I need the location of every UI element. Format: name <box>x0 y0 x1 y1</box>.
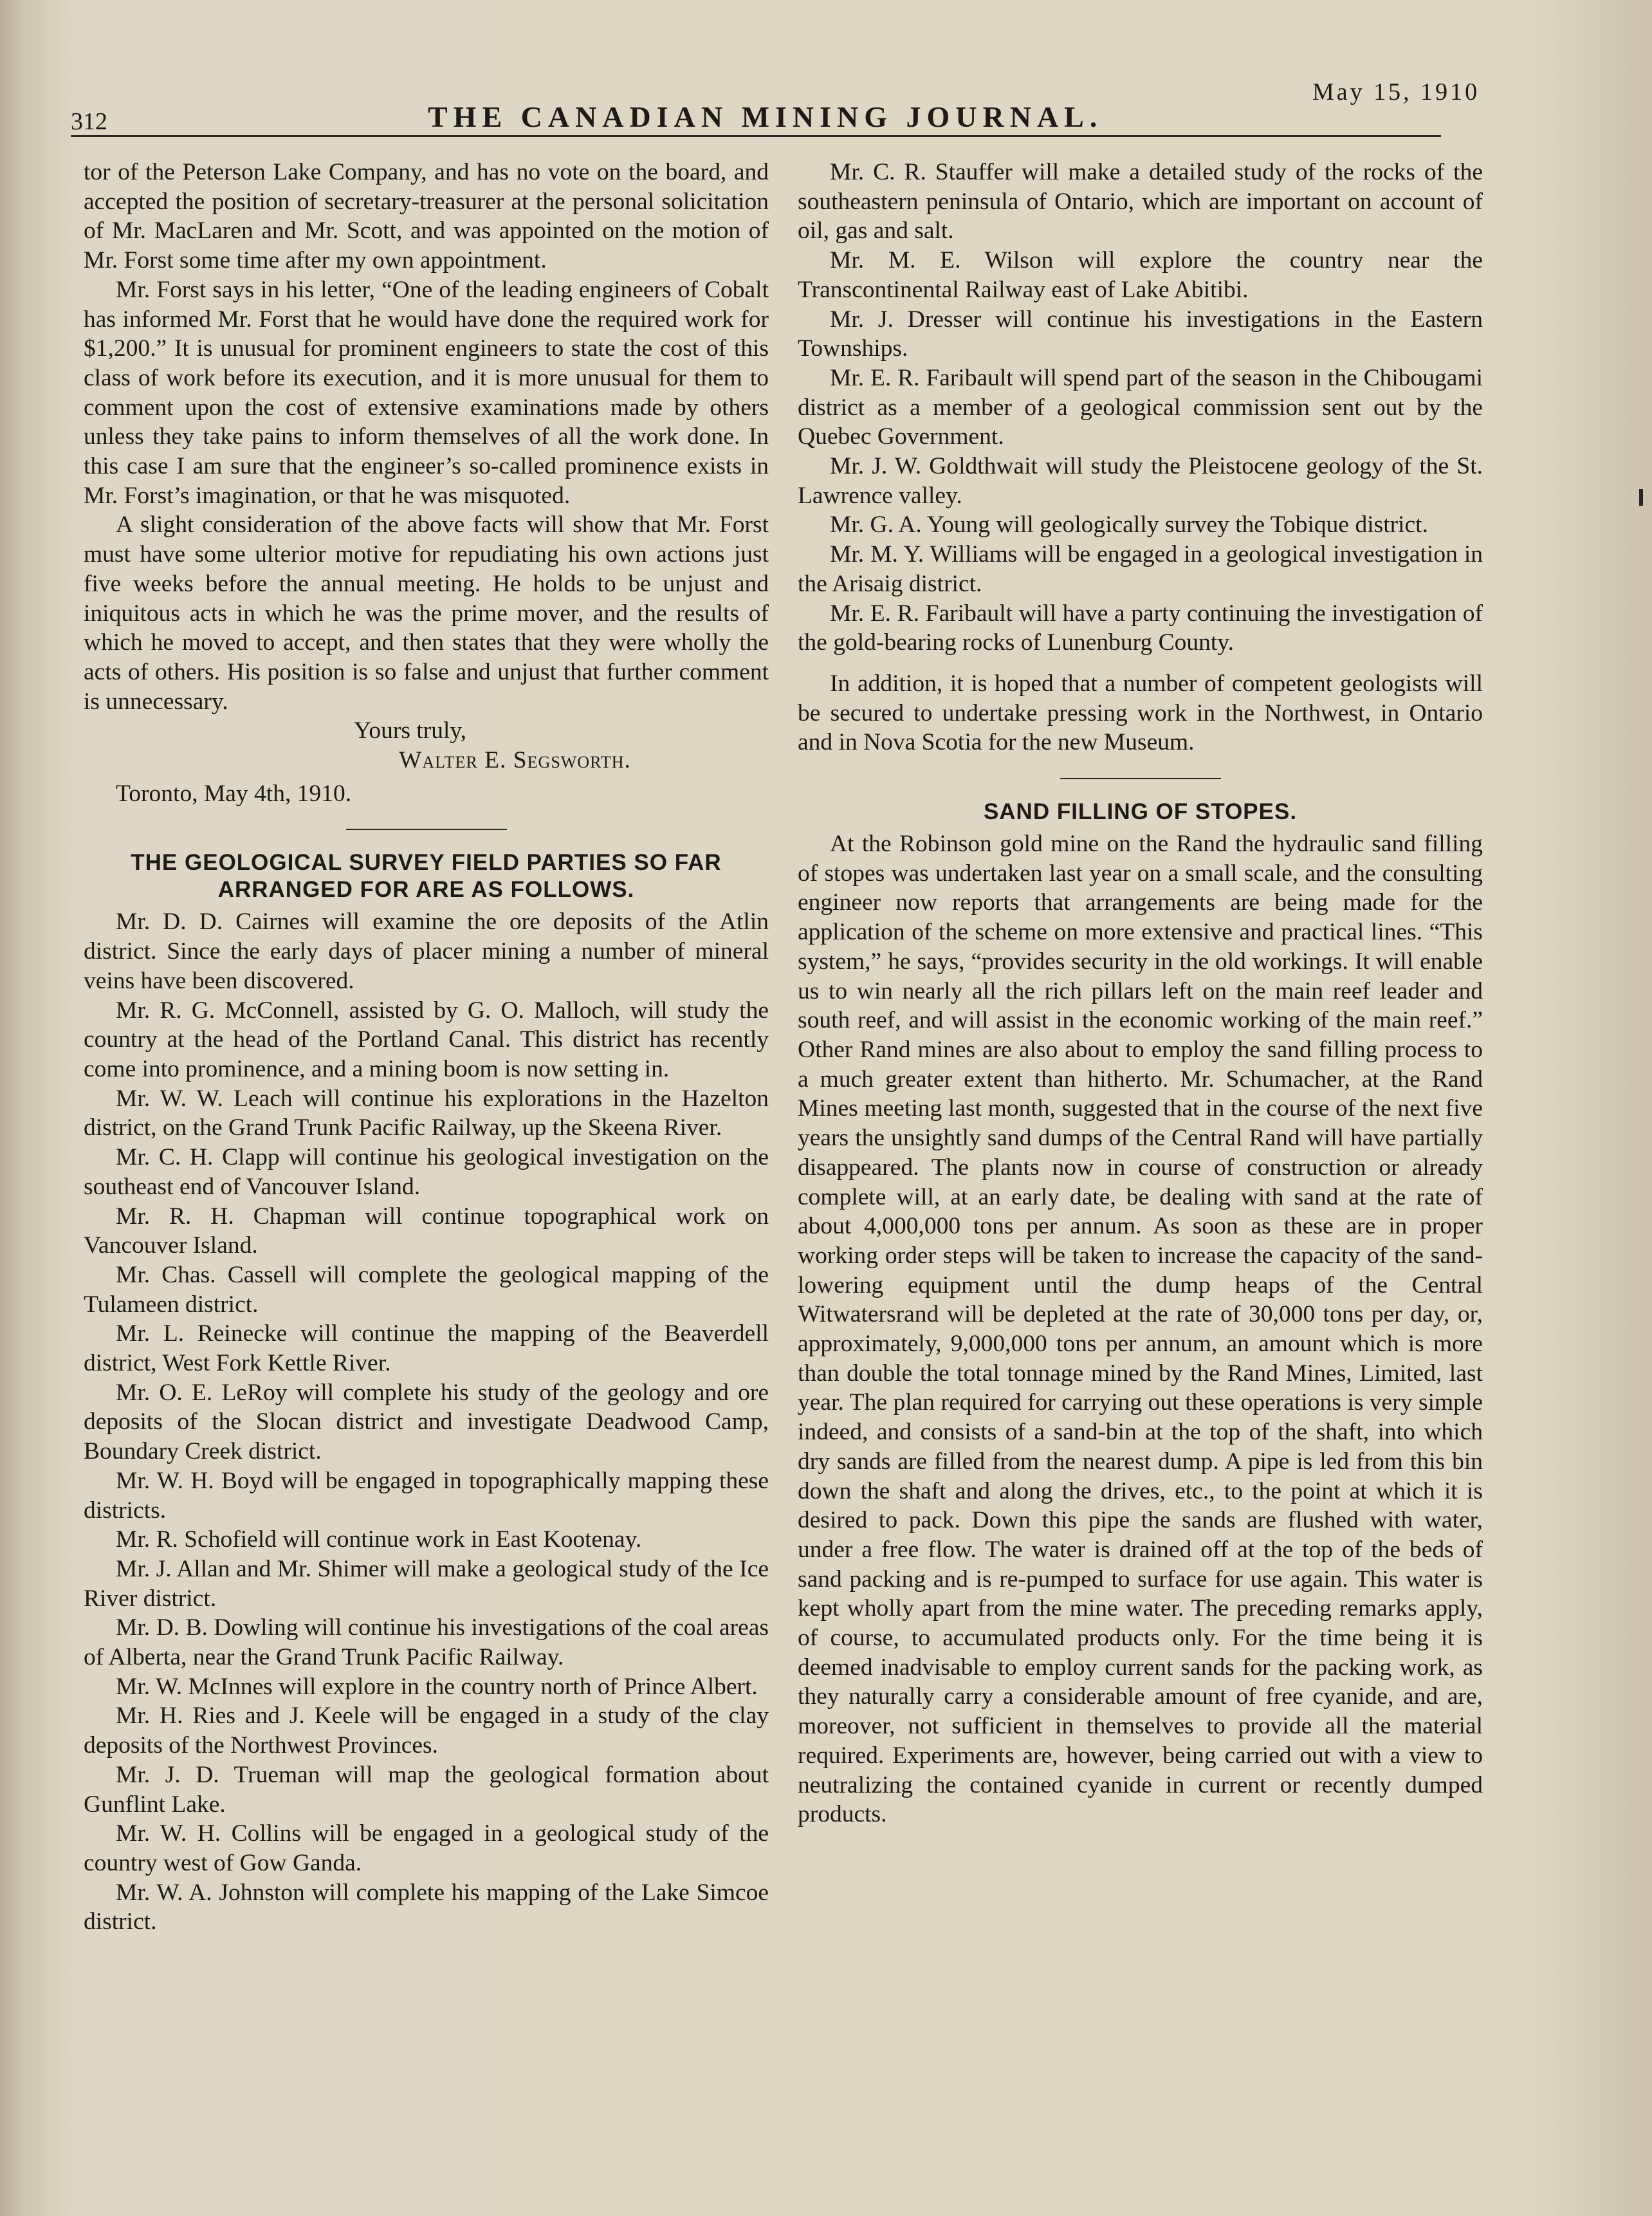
letter-closing <box>84 716 769 808</box>
sand-filling-body: At the Robinson gold mine on the Rand the hydraulic sand filling of stopes was undertaken last year on a small scale, and the consulting engineer now reports that arrangements are being made for the application of the scheme on more extensive and practical lines. “This system,” he says, “provides security in the old workings. It will enable us to win nearly all the rich pillars left on the main reef leader and south reef, and will assist in the economic working of the main reef.” Other Rand mines are also about to employ the sand filling process to a much greater extent than hitherto. Mr. Schumacher, at the Rand Mines meeting last month, suggested that in the course of the next five years the unsightly sand dumps of the Central Rand will have partially disappeared. The plants now in course of construction or already complete will, at an early date, be dealing with sand at the rate of about 4,000,000 tons per annum. As soon as these are in proper working order steps will be taken to increase the capacity of the sand-lowering equipment until the dump heaps of the Central Witwatersrand will be depleted at the rate of 30,000 tons per day, or, approximately, 9,000,000 tons per annum, an amount which is more than double the total tonnage mined by the Rand Mines, Limited, last year. The plan required for carrying out these operations is very simple indeed, and consists of a sand-bin at the top of the shaft, into which dry sands are filled from the nearest dump. A pipe is led from this bin down the shaft and along the drives, etc., to the point at which it is desired to pack. Down this pipe the sands are flushed with water, under a free flow. The water is drained off at the top of the beds of sand packing and is re-pumped to surface for use again. This water is kept wholly apart from the mine water. The preceding remarks apply, of course, to accumulated products only. For the time being it is deemed inadvisable to employ current sands for the packing work, as they naturally carry a considerable amount of free cyanide, and are, moreover, not sufficient in themselves to provide all the material required. Experiments are, however, being carried out with a view to neutralizing the contained cyanide in current or recently dumped products. <box>798 831 1483 1828</box>
survey-item: Mr. J. Dresser will continue his investigations in the Eastern Townships. <box>798 306 1483 362</box>
survey-item: Mr. W. McInnes will explore in the country north of Prince Albert. <box>116 1673 758 1700</box>
survey-item: Mr. C. H. Clapp will continue his geological investigation on the southeast end of Vancouver Island. <box>84 1144 769 1200</box>
survey-item: Mr. W. H. Collins will be engaged in a geological study of the country west of Gow Ganda. <box>84 1820 769 1876</box>
letter-paragraph: Mr. Forst says in his letter, “One of the leading engineers of Cobalt has informed Mr. Forst that he would have done the required work for $1,200.” It is unusual for prominent engineers to state the cost of this class of work before its execution, and it is more unusual for them to comment upon the cost of extensive examinations made by others unless they take pains to inform themselves of all the work done. In this case I am sure that the engineer’s so-called prominence exists in Mr. Forst’s imagination, or that he was misquoted. <box>84 276 769 509</box>
survey-item: Mr. R. H. Chapman will continue topographical work on Vancouver Island. <box>84 1203 769 1259</box>
survey-heading: THE GEOLOGICAL SURVEY FIELD PARTIES SO FAR ARRANGED FOR ARE AS FOLLOWS. <box>131 850 722 903</box>
survey-item: Mr. M. Y. Williams will be engaged in a geological investigation in the Arisaig district. <box>798 541 1483 597</box>
letter-paragraph: A slight consideration of the above facts will show that Mr. Forst must have some ulterior motive for repudiating his own actions just five weeks before the annual meeting. He holds to be unjust and iniquitous acts in which he was the prime mover, and the results of which he moved to accept, and then states that they were wholly the acts of others. His position is so false and unjust that further comment is unnecessary. <box>84 512 769 715</box>
survey-item: Mr. J. Allan and Mr. Shimer will make a geological study of the Ice River district. <box>84 1555 769 1612</box>
survey-item: Mr. J. D. Trueman will map the geological formation about Gunflint Lake. <box>84 1761 769 1818</box>
survey-item: Mr. J. W. Goldthwait will study the Pleistocene geology of the St. Lawrence valley. <box>798 453 1483 509</box>
survey-item: Mr. O. E. LeRoy will complete his study of the geology and ore deposits of the Slocan district and investigate Deadwood Camp, Boundary Creek district. <box>84 1379 769 1465</box>
survey-item: Mr. E. R. Faribault will spend part of the season in the Chibougami district as a member of a geological commission sent out by the Quebec Government. <box>798 364 1483 450</box>
left-column <box>84 158 769 1937</box>
right-column <box>798 158 1483 1829</box>
section-divider <box>1060 778 1221 779</box>
survey-item: Mr. D. B. Dowling will continue his investigations of the coal areas of Alberta, near the Grand Trunk Pacific Railway. <box>84 1614 769 1671</box>
survey-item: Mr. W. A. Johnston will complete his mapping of the Lake Simcoe district. <box>84 1879 769 1935</box>
section-divider <box>346 829 507 830</box>
survey-item: Mr. D. D. Cairnes will examine the ore deposits of the Atlin district. Since the early days of placer mining a number of mineral veins have been discovered. <box>84 909 769 994</box>
survey-item: Mr. R. Schofield will continue work in East Kootenay. <box>116 1526 642 1553</box>
survey-item: Mr. R. G. McConnell, assisted by G. O. Malloch, will study the country at the head of the Portland Canal. This district has recently come into prominence, and a mining boom is now setting in. <box>84 997 769 1082</box>
page-header <box>71 74 1480 138</box>
survey-item: Mr. L. Reinecke will continue the mapping of the Beaverdell district, West Fork Kettle River. <box>84 1320 769 1377</box>
survey-item: Mr. C. R. Stauffer will make a detailed study of the rocks of the southeastern peninsula of Ontario, which are important on account of oil, gas and salt. <box>798 159 1483 245</box>
binding-mark <box>1639 489 1643 506</box>
signature: Walter E. Segsworth. <box>399 747 631 774</box>
survey-item: Mr. W. W. Leach will continue his explorations in the Hazelton district, on the Grand Trunk Pacific Railway, up the Skeena River. <box>84 1085 769 1141</box>
dateline: Toronto, May 4th, 1910. <box>116 780 352 807</box>
survey-item: Mr. M. E. Wilson will explore the country near the Transcontinental Railway east of Lake Abitibi. <box>798 247 1483 303</box>
survey-item: Mr. G. A. Young will geologically survey the Tobique district. <box>830 512 1428 539</box>
salutation: Yours truly, <box>354 717 467 744</box>
page-number: 312 <box>71 108 107 135</box>
survey-item: Mr. H. Ries and J. Keele will be engaged in a study of the clay deposits of the Northwest Provinces. <box>84 1703 769 1759</box>
survey-item: Mr. Chas. Cassell will complete the geological mapping of the Tulameen district. <box>84 1261 769 1318</box>
journal-title: THE CANADIAN MINING JOURNAL. <box>428 100 1103 133</box>
sand-filling-heading: SAND FILLING OF STOPES. <box>983 799 1298 825</box>
survey-closing-paragraph: In addition, it is hoped that a number of competent geologists will be secured to undertake pressing work in the Northwest, in Ontario and in Nova Scotia for the new Museum. <box>798 670 1483 756</box>
survey-item: Mr. W. H. Boyd will be engaged in topographically mapping these districts. <box>84 1467 769 1524</box>
issue-date: May 15, 1910 <box>1312 78 1480 106</box>
survey-item: Mr. E. R. Faribault will have a party continuing the investigation of the gold-bearing rocks of Lunenburg County. <box>798 600 1483 656</box>
header-rule <box>71 135 1441 137</box>
letter-paragraph: tor of the Peterson Lake Company, and has no vote on the board, and accepted the position of secretary-treasurer at the personal solicitation of Mr. MacLaren and Mr. Scott, and was appointed on the motion of Mr. Forst some time after my own appointment. <box>84 159 769 274</box>
paragraph-spacer <box>798 658 1483 669</box>
